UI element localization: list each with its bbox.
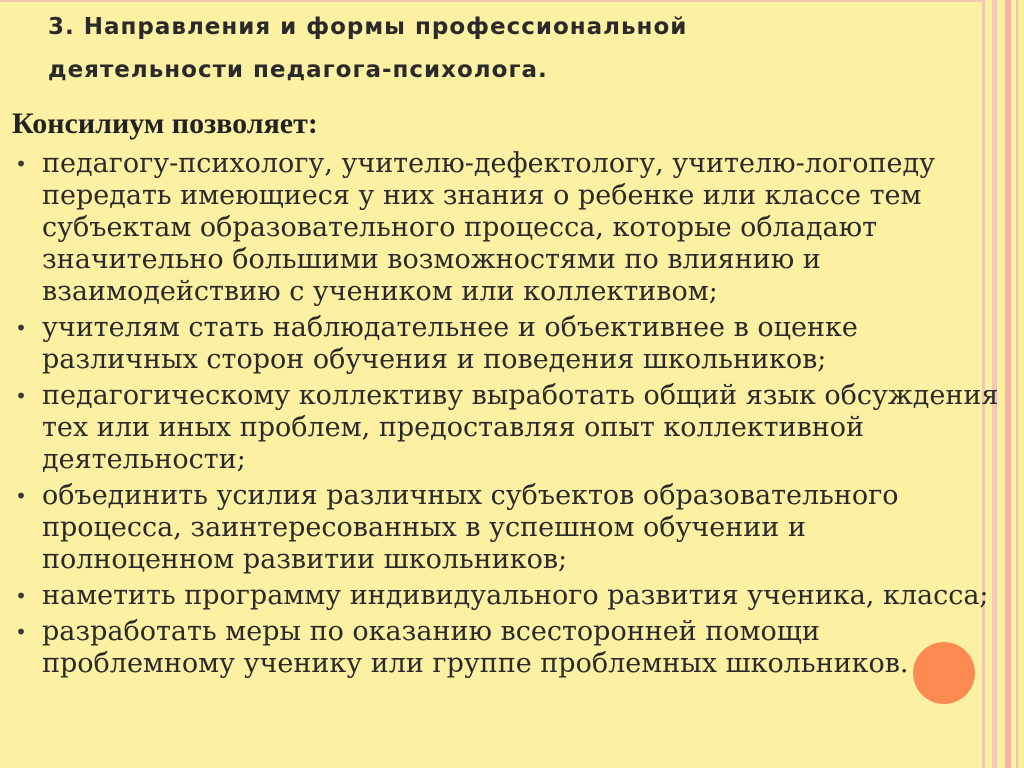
list-item-text: разработать меры по оказанию всесторонней помощи проблемному ученику или группе проблемных школьников.: [42, 616, 909, 679]
list-item: [6, 148, 1006, 308]
list-item-text: объединить усилия различных субъектов образовательного процесса, заинтересованных в успешном обучении и полноценном развитии школьников;: [42, 480, 899, 575]
bullet-icon: •: [15, 152, 27, 176]
list-item-text: учителям стать наблюдательнее и объективнее в оценке различных сторон обучения и поведения школьников;: [42, 312, 858, 375]
top-border-line: [0, 0, 982, 2]
bullet-list: [6, 148, 1006, 684]
right-border-line-4: [1016, 0, 1018, 768]
list-item-text: наметить программу индивидуального развития ученика, класса;: [42, 580, 989, 611]
orange-circle-decoration: [913, 642, 975, 704]
list-item: [6, 616, 1006, 680]
slide-title-line-2: деятельности педагога-психолога.: [48, 57, 548, 83]
list-item: [6, 312, 1006, 376]
bullet-icon: •: [15, 584, 27, 608]
slide-title-line-1: 3. Направления и формы профессиональной: [48, 14, 688, 40]
slide-title: [48, 6, 948, 92]
list-item: [6, 480, 1006, 576]
list-item: [6, 380, 1006, 476]
slide-subtitle: Консилиум позволяет:: [12, 107, 318, 140]
bullet-icon: •: [15, 384, 27, 408]
list-item-text: педагогу-психологу, учителю-дефектологу, учителю-логопеду передать имеющиеся у них знания о ребенке или классе тем субъектам образовательного процесса, которые обладают значительно большими возможностями по влиянию и взаимодействию с учеником или коллективом;: [42, 148, 935, 307]
list-item-text: педагогическому коллективу выработать общий язык обсуждения тех или иных проблем, предоставляя опыт коллективной деятельности;: [42, 380, 999, 475]
bullet-icon: •: [15, 484, 27, 508]
list-item: [6, 580, 1006, 612]
bullet-icon: •: [15, 620, 27, 644]
bullet-icon: •: [15, 316, 27, 340]
